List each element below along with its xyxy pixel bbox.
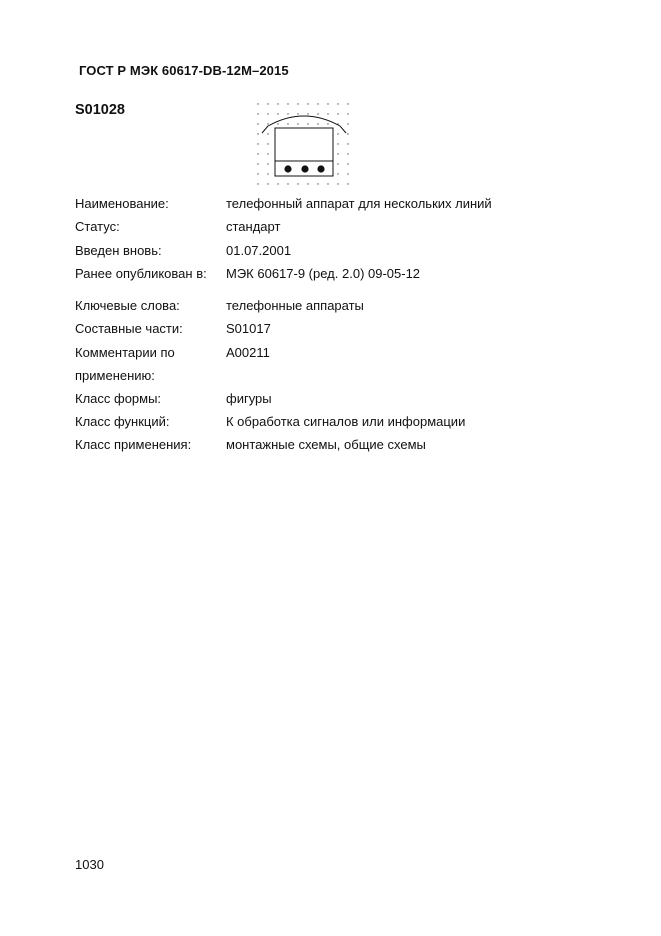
grid-dot	[267, 183, 268, 184]
grid-dot	[307, 183, 308, 184]
field-value: телефонный аппарат для нескольких линий	[226, 196, 492, 211]
field-label: Ключевые слова:	[75, 298, 180, 314]
grid-dot	[297, 123, 298, 124]
field-value: фигуры	[226, 390, 272, 406]
grid-dot	[337, 133, 338, 134]
field-row-status	[75, 219, 595, 242]
grid-dot	[257, 103, 258, 104]
field-value: A00211	[226, 344, 270, 360]
grid-dot	[267, 113, 268, 114]
grid-dot	[257, 113, 258, 114]
grid-dot	[257, 153, 258, 154]
field-label-line1: Комментарии по	[75, 344, 175, 360]
field-label: Наименование:	[75, 196, 169, 211]
grid-dot	[337, 153, 338, 154]
grid-dot	[257, 143, 258, 144]
grid-dot	[347, 123, 348, 124]
field-row-application-notes	[75, 345, 595, 391]
symbol-code: S01028	[75, 102, 125, 118]
grid-dot	[267, 153, 268, 154]
field-label: Класс функций:	[75, 414, 170, 430]
grid-dot	[337, 113, 338, 114]
field-label: Введен вновь:	[75, 242, 162, 258]
grid-dot	[267, 133, 268, 134]
grid-dot	[287, 183, 288, 184]
grid-dot	[327, 113, 328, 114]
grid-dot	[347, 113, 348, 114]
grid-dot	[337, 103, 338, 104]
grid-dot	[337, 183, 338, 184]
grid-dot	[317, 123, 318, 124]
grid-dot	[287, 103, 288, 104]
grid-dot	[277, 123, 278, 124]
grid-dot	[267, 143, 268, 144]
grid-dot	[307, 113, 308, 114]
field-row-components	[75, 321, 595, 344]
grid-dot	[327, 103, 328, 104]
grid-dot	[317, 103, 318, 104]
multi-line-telephone-symbol-icon	[254, 102, 354, 188]
grid-dot	[317, 183, 318, 184]
grid-dot	[257, 183, 258, 184]
grid-dot	[347, 133, 348, 134]
grid-dot	[277, 183, 278, 184]
document-header: ГОСТ Р МЭК 60617-DB-12M–2015	[79, 63, 289, 78]
grid-dot	[267, 163, 268, 164]
grid-dot	[347, 153, 348, 154]
field-row-application-class	[75, 437, 595, 460]
field-label-line2: применению:	[75, 367, 155, 383]
grid-dot	[337, 163, 338, 164]
grid-dot	[287, 123, 288, 124]
field-label: Составные части:	[75, 321, 183, 337]
field-label	[75, 345, 225, 384]
grid-dot	[347, 173, 348, 174]
field-value: К обработка сигналов или информации	[226, 414, 466, 430]
grid-dot	[287, 113, 288, 114]
grid-dot	[267, 173, 268, 174]
field-value: МЭК 60617-9 (ред. 2.0) 09-05-12	[226, 265, 421, 281]
grid-dot	[297, 183, 298, 184]
attribute-table	[75, 196, 595, 461]
grid-dot	[297, 103, 298, 104]
field-row-name	[75, 196, 595, 219]
grid-dot	[257, 163, 258, 164]
page-number: 1030	[75, 857, 104, 872]
field-value: монтажные схемы, общие схемы	[226, 437, 426, 453]
grid-dot	[347, 183, 348, 184]
grid-dot	[257, 173, 258, 174]
grid-dot	[257, 123, 258, 124]
field-label: Статус:	[75, 219, 120, 235]
grid-dot	[277, 103, 278, 104]
grid-dot	[267, 123, 268, 124]
grid-dot	[307, 123, 308, 124]
grid-dot	[267, 103, 268, 104]
field-label: Ранее опубликован в:	[75, 265, 207, 281]
grid-dot	[347, 103, 348, 104]
grid-dot	[347, 143, 348, 144]
grid-dot	[297, 113, 298, 114]
field-row-published	[75, 266, 595, 289]
field-label: Класс формы:	[75, 390, 162, 406]
field-value: телефонные аппараты	[226, 298, 364, 314]
field-label: Класс применения:	[75, 437, 192, 453]
grid-dot	[277, 113, 278, 114]
grid-dot	[337, 143, 338, 144]
field-row-function-class	[75, 414, 595, 437]
grid-dot	[257, 133, 258, 134]
field-row-introduced	[75, 243, 595, 266]
grid-dot	[337, 173, 338, 174]
field-row-keywords	[75, 298, 595, 321]
grid-dot	[327, 183, 328, 184]
grid-dot	[317, 113, 318, 114]
field-value: стандарт	[226, 219, 281, 235]
field-row-shape-class	[75, 391, 595, 414]
grid-dot	[347, 163, 348, 164]
grid-dot	[307, 103, 308, 104]
grid-dot	[327, 123, 328, 124]
field-value: 01.07.2001	[226, 242, 292, 258]
field-value: S01017	[226, 321, 271, 337]
